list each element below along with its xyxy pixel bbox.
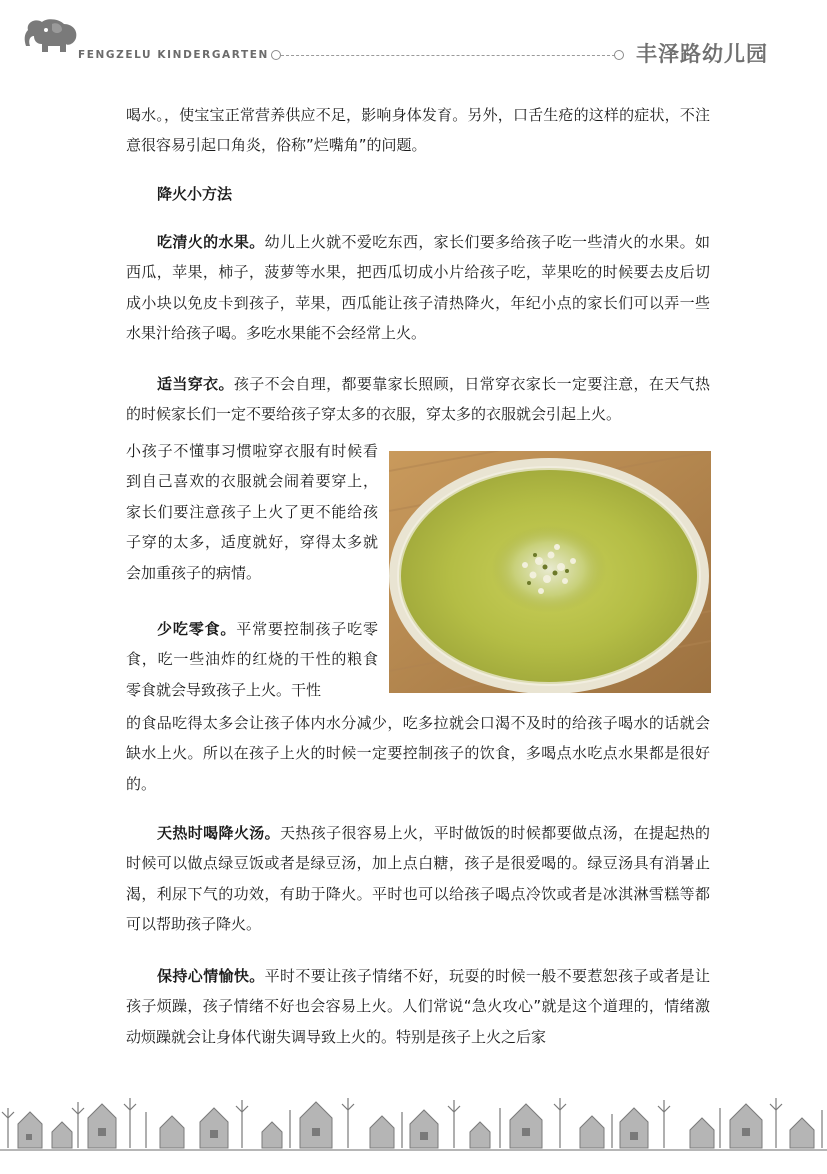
paragraph-fruit (126, 227, 710, 349)
brand-title: 丰泽路幼儿园 (636, 42, 768, 66)
paragraph-body: 平时不要让孩子情绪不好，玩耍的时候一般不要惹恕孩子或者是让孩子烦躁，孩子情绪不好也会容易上火。人们常说“急火攻心”就是这个道理的，情绪激动烦躁就会让身体代谢失调导致上火的。特别是孩子上火之后家 (126, 967, 710, 1046)
paragraph-body: 孩子不会自理，都要靠家长照顾，日常穿衣家长一定要注意，在天气热的时候家长们一定不要给孩子穿太多的衣服，穿太多的衣服就会引起上火。 (126, 375, 710, 424)
elephant-logo-icon (22, 16, 82, 56)
paragraph-title: 保持心情愉快。 (157, 967, 265, 985)
page-header (0, 0, 827, 80)
village-footer-illustration (0, 1088, 827, 1170)
paragraph-title: 少吃零食。 (157, 620, 237, 638)
paragraph-mood (126, 961, 710, 1052)
paragraph-snacks-continued: 的食品吃得太多会让孩子体内水分减少，吃多拉就会口渴不及时的给孩子喝水的话就会缺水上火。所以在孩子上火的时候一定要控制孩子的饮食，多喝点水吃点水果都是很好的。 (126, 714, 710, 793)
paragraph-clothing (126, 369, 710, 430)
paragraph-title: 天热时喝降火汤。 (157, 824, 280, 842)
paragraph-soup (126, 818, 710, 940)
paragraph-intro: 喝水。，使宝宝正常营养供应不足，影响身体发育。另外，口舌生疮的这样的症状，不注意很容易引起口角炎，俗称”烂嘴角”的问题。 (126, 106, 710, 155)
mung-bean-soup-photo (389, 451, 711, 693)
paragraph-body: 天热孩子很容易上火，平时做饭的时候都要做点汤，在提起热的时候可以做点绿豆饭或者是绿豆汤，加上点白糖，孩子是很爱喝的。绿豆汤具有消暑止渴，利尿下气的功效，有助于降火。平时也可以给孩子喝点冷饮或者是冰淇淋雪糕等都可以帮助孩子降火。 (126, 824, 710, 934)
section-heading: 降火小方法 (157, 185, 233, 203)
paragraph-title: 适当穿衣。 (157, 375, 234, 393)
paragraph-snacks (126, 614, 378, 705)
divider-dot (271, 50, 281, 60)
logo-text: FENGZELU KINDERGARTEN (78, 49, 269, 61)
paragraph-title: 吃清火的水果。 (157, 233, 265, 251)
divider-dot (614, 50, 624, 60)
header-divider (276, 55, 620, 56)
paragraph-clothing-continued: 小孩子不懂事习惯啦穿衣服有时候看到自己喜欢的衣服就会闹着要穿上，家长们要注意孩子上火了更不能给孩子穿的太多，适度就好，穿得太多就会加重孩子的病情。 (126, 442, 378, 582)
paragraph-body: 幼儿上火就不爱吃东西，家长们要多给孩子吃一些清火的水果。如西瓜，苹果，柿子，菠萝等水果，把西瓜切成小片给孩子吃，苹果吃的时候要去皮后切成小块以免皮卡到孩子，苹果，西瓜能让孩子清热降火，年纪小点的家长们可以弄一些水果汁给孩子喝。多吃水果能不会经常上火。 (126, 233, 710, 343)
paragraph-body: 平常要控制孩子吃零食，吃一些油炸的红烧的干性的粮食零食就会导致孩子上火。干性 (126, 620, 378, 699)
